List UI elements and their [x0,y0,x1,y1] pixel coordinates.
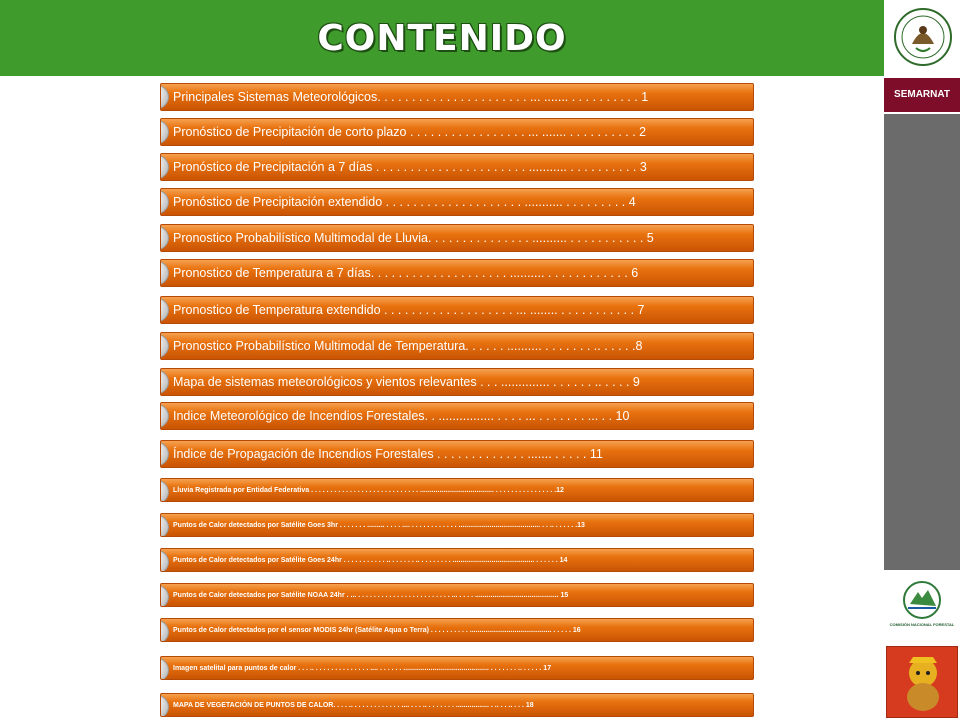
toc-item-label: Lluvia Registrada por Entidad Federativa . . . . . . . . . . . . . . . . . . . . . . . . . . . . ...................................... . . . . . . . . . . . . . . . .12 [173,486,564,494]
bullet-icon [160,119,169,145]
toc-item-label: Pronóstico de Precipitación extendido . . . . . . . . . . . . . . . . . . . . ........... . . . . . . . . . 4 [173,195,636,209]
bullet-icon [160,333,169,359]
toc-item-label: Principales Sistemas Meteorológicos. . . . . . . . . . . . . . . . . . . . . . ... ....... . . . . . . . . . . 1 [173,90,649,104]
toc-item[interactable] [160,332,754,360]
toc-item[interactable] [160,513,754,537]
toc-item-label: Indice Meteorológico de Incendios Forestales. . ................ . . . . ... . . . . . . . ... . . 10 [173,409,630,423]
toc-item-label: Pronostico Probabilístico Multimodal de Lluvia. . . . . . . . . . . . . . . .......... . . . . . . . . . . . 5 [173,231,654,245]
bullet-icon [160,403,169,429]
toc-item[interactable] [160,656,754,680]
toc-item-label: Puntos de Calor detectados por el sensor MODIS 24hr (Satélite Aqua o Terra) . . . . . . . . . . .......................................... . . . . . 16 [173,626,581,634]
mexico-coat-of-arms-icon [892,4,954,70]
bullet-icon [160,479,169,502]
bullet-icon [160,549,169,572]
toc-item-label: Puntos de Calor detectados por Satélite Goes 24hr . . . . . . . . . . . .. . . . . . . .. . . . . . . . . .......................................... . . . . . . 14 [173,556,568,564]
bullet-icon [160,189,169,215]
toc-item[interactable] [160,402,754,430]
logo-sidebar [884,0,960,720]
toc-item[interactable] [160,368,754,396]
toc-item-label: Pronóstico de Precipitación de corto plazo . . . . . . . . . . . . . . . . . ... ....... . . . . . . . . . . 2 [173,125,647,139]
toc-item-label: MAPA DE VEGETACIÓN DE PUNTOS DE CALOR. . . . .. . . . . . . . . . . . . .... . . . .. . . . . . . . ................. . .. . . .. . . . 18 [173,701,534,709]
toc-item-label: Pronostico de Temperatura extendido . . . . . . . . . . . . . . . . . . . ... ........ . . . . . . . . . . . 7 [173,303,645,317]
toc-item-label: Índice de Propagación de Incendios Forestales . . . . . . . . . . . . . ....... . . . . . 11 [173,447,603,461]
bullet-icon [160,225,169,251]
toc-item[interactable] [160,83,754,111]
conafor-logo-icon [888,578,956,638]
toc-item[interactable] [160,478,754,502]
bullet-icon [160,694,169,717]
bullet-icon [160,297,169,323]
bullet-icon [160,441,169,467]
forest-fire-mascot-icon [886,646,958,718]
toc-item[interactable] [160,118,754,146]
toc-item[interactable] [160,259,754,287]
bullet-icon [160,657,169,680]
toc-item[interactable] [160,188,754,216]
toc-item[interactable] [160,618,754,642]
toc-item-label: Pronostico Probabilístico Multimodal de Temperatura. . . . . . .......... . . . . . . . .. . . . . .8 [173,339,643,353]
toc-item[interactable] [160,296,754,324]
bullet-icon [160,369,169,395]
toc-item[interactable] [160,583,754,607]
toc-item-label: Puntos de Calor detectados por Satélite Goes 3hr . . . . . . . ......... . . . . .... . . . . . . . . . . . . .......................................... . . .. . . . . . .13 [173,521,585,529]
bullet-icon [160,84,169,110]
toc-item-label: Imagen satelital para puntos de calor . . . .. . . . . . . . . . . . . . . .... . . . . . . ............................................ . . . . . . . .. . . . . . 17 [173,664,552,672]
bullet-icon [160,260,169,286]
sidebar-panel [884,114,960,570]
toc-item[interactable] [160,693,754,717]
bullet-icon [160,514,169,537]
conafor-caption: COMISIÓN NACIONAL FORESTAL [889,622,955,627]
toc-item-label: Pronóstico de Precipitación a 7 días . . . . . . . . . . . . . . . . . . . . . . ........... . . . . . . . . . . 3 [173,160,647,174]
toc-item-label: Puntos de Calor detectados por Satélite NOAA 24hr . ... . . . . . . . . . . . . . . . . . . . . . . . . ... . . . . ........................................... 15 [173,591,569,599]
toc-item-label: Mapa de sistemas meteorológicos y vientos relevantes . . . .............. . . . . . . .. . . . . 9 [173,375,640,389]
bullet-icon [160,619,169,642]
semarnat-brand: SEMARNAT [884,78,960,112]
toc-item-label: Pronostico de Temperatura a 7 días. . . . . . . . . . . . . . . . . . . . .......... . . . . . . . . . . . . 6 [173,266,639,280]
page-title: CONTENIDO [317,18,567,59]
toc-item[interactable] [160,224,754,252]
toc-item[interactable] [160,153,754,181]
toc-item[interactable] [160,440,754,468]
bullet-icon [160,584,169,607]
bullet-icon [160,154,169,180]
toc-item[interactable] [160,548,754,572]
